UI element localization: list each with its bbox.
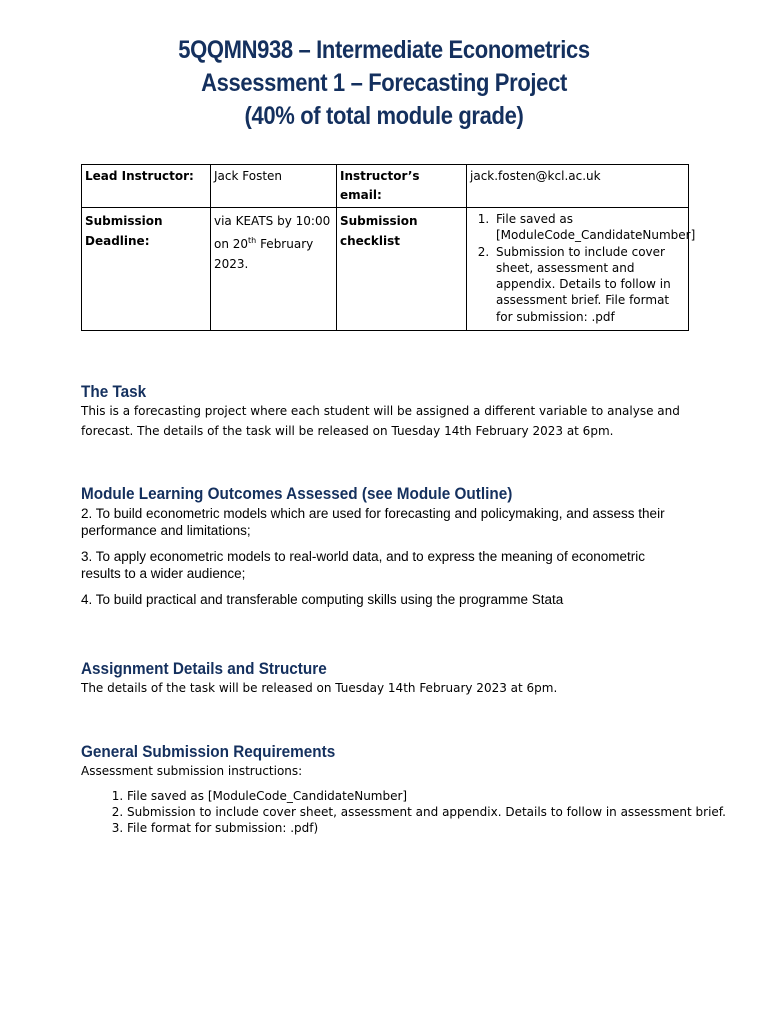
requirements-intro: Assessment submission instructions:	[81, 764, 303, 778]
deadline-label-line-1: Submission	[85, 214, 163, 228]
document-title	[46, 34, 722, 133]
deadline-line-1: via KEATS by 10:00	[214, 214, 331, 228]
list-item: 2. Submission to include cover sheet, assessment and appendix. Details to follow in assessment brief. File format for submission: .pdf	[493, 244, 685, 325]
deadline-label	[82, 208, 211, 331]
requirements-heading: General Submission Requirements	[81, 742, 336, 761]
deadline-date-month: February	[256, 237, 314, 251]
outcome-item: 3. To apply econometric models to real-world data, and to express the meaning of econometric results to a wider audience;	[81, 549, 646, 581]
task-text	[81, 401, 701, 441]
lead-instructor-label: Lead Instructor:	[82, 165, 211, 208]
list-item: 1. File saved as [ModuleCode_CandidateNumber]	[493, 211, 685, 244]
task-text-line-2: forecast. The details of the task will be released on Tuesday 14th February 2023 at 6pm.	[81, 424, 614, 438]
task-text-line-1: This is a forecasting project where each student will be assigned a different variable to analyse and	[81, 404, 680, 418]
table-row	[82, 165, 689, 208]
deadline-date-suffix: th	[248, 236, 257, 245]
task-heading: The Task	[81, 382, 147, 401]
email-label: Instructor’s email:	[337, 165, 467, 208]
list-item: 2. Submission to include cover sheet, assessment and appendix. Details to follow in assessment brief.	[127, 804, 767, 820]
outcomes-heading: Module Learning Outcomes Assessed (see Module Outline)	[81, 484, 513, 503]
lead-instructor-value: Jack Fosten	[211, 165, 337, 208]
checklist-cell	[467, 208, 696, 331]
submission-checklist	[470, 211, 696, 325]
title-line-1: 5QQMN938 – Intermediate Econometrics	[178, 36, 590, 64]
title-line-3: (40% of total module grade)	[244, 102, 524, 130]
requirements-list	[81, 788, 767, 836]
list-item: 3. File format for submission: .pdf)	[127, 820, 767, 836]
deadline-line-2	[214, 231, 333, 254]
assignment-text: The details of the task will be released on Tuesday 14th February 2023 at 6pm.	[81, 681, 558, 695]
title-line-2: Assessment 1 – Forecasting Project	[201, 69, 567, 97]
assignment-heading: Assignment Details and Structure	[81, 659, 327, 678]
module-info-table	[81, 164, 696, 331]
table-row	[82, 208, 689, 331]
deadline-label-line-2: Deadline:	[85, 234, 150, 248]
deadline-line-3: 2023.	[214, 257, 249, 271]
outcome-item: 2. To build econometric models which are used for forecasting and policymaking, and assess their performance and limitations;	[81, 506, 665, 538]
checklist-label: Submission checklist	[337, 208, 467, 331]
list-item: 1. File saved as [ModuleCode_CandidateNumber]	[127, 788, 767, 804]
outcome-item: 4. To build practical and transferable computing skills using the programme Stata	[81, 592, 564, 607]
deadline-value	[211, 208, 337, 331]
deadline-date-prefix: on 20	[214, 237, 249, 251]
instructor-email: jack.fosten@kcl.ac.uk	[467, 165, 689, 208]
